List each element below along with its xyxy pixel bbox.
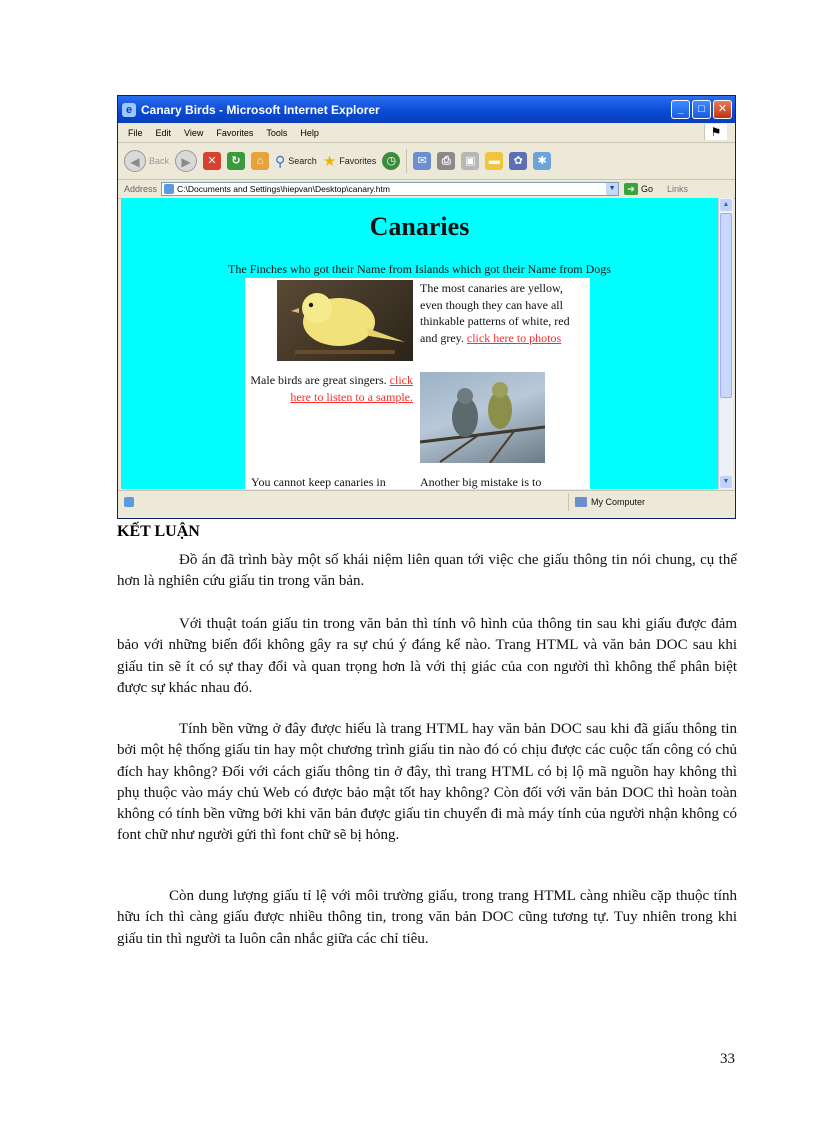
forward-button[interactable]: ▶ (175, 150, 197, 172)
mail-icon[interactable]: ✉ (413, 152, 431, 170)
home-icon[interactable]: ⌂ (251, 152, 269, 170)
menu-view[interactable]: View (184, 127, 204, 138)
computer-icon (575, 497, 587, 507)
vertical-scrollbar[interactable] (718, 198, 733, 489)
block1-text-cell (420, 280, 588, 346)
address-value: C:\Documents and Settings\hiepvan\Desktop\canary.htm (177, 184, 390, 194)
block1-text: The most canaries are yellow, even though they can have all thinkable patterns of white, red and grey. (420, 281, 570, 345)
paragraph-3: Tính bền vững ở đây được hiểu là trang HTML hay văn bản DOC sau khi đã giấu thông tin bởi một hệ thống giấu tin hay một chương trình giấu tin nào đó có chịu được các cuộc tấn công có chủ đích hay không? Đối với cách giấu thông tin ở đây, thì trang HTML có bị lộ mã nguồn hay không thì phụ thuộc vào máy chủ Web có được bảo mật tốt hay không? Còn đối với văn bản DOC thì hoàn toàn không có tính bền vững bởi khi văn bản được giấu tin chuyển đi mà máy tính của người nhận không có font chữ như người gửi thì font chữ sẽ bị hỏng. (117, 721, 737, 844)
back-arrow-icon: ◀ (124, 150, 146, 172)
canary-image-icon (277, 280, 413, 361)
block2-text-cell (249, 372, 413, 405)
page-title: Canaries (369, 212, 470, 241)
links-button[interactable]: Links (667, 184, 689, 194)
address-dropdown-icon[interactable]: ▼ (606, 183, 618, 195)
edit-icon[interactable]: ▣ (461, 152, 479, 170)
window-title: Canary Birds - Microsoft Internet Explorer (141, 102, 380, 117)
canary-pair-photo (420, 372, 545, 463)
history-icon[interactable]: ◷ (382, 152, 400, 170)
address-label: Address (124, 184, 158, 194)
menu-edit[interactable]: Edit (155, 127, 172, 138)
yellow-canary-photo (277, 280, 413, 361)
search-icon: ⚲ (275, 152, 286, 169)
block2-text: Male birds are great singers. (250, 373, 387, 387)
page-subtitle: The Finches who got their Name from Islands which got their Name from Dogs (228, 262, 611, 276)
page-viewport (121, 198, 718, 489)
go-button[interactable]: ➜ Go (624, 183, 653, 195)
content-table (245, 278, 590, 489)
refresh-icon[interactable]: ↻ (227, 152, 245, 170)
window-controls (671, 100, 732, 119)
stop-icon[interactable]: ✕ (203, 152, 221, 170)
section-heading: KẾT LUẬN (117, 523, 200, 540)
address-bar (118, 180, 735, 199)
ie-icon: e (122, 103, 136, 117)
paragraph-4: Còn dung lượng giấu tỉ lệ với môi trường giấu, trong trang HTML càng nhiều cặp thuộc tính hữu ích thì càng giấu được nhiều thông tin, trong văn bản DOC cũng tương tự. Tuy nhiên trong khi giấu tin thì người ta luôn cân nhắc giữa các chỉ tiêu. (117, 888, 737, 947)
menu-file[interactable]: File (128, 127, 143, 138)
listen-sample-link[interactable]: click here to listen to a sample. (290, 373, 413, 404)
research-icon[interactable]: ✱ (533, 152, 551, 170)
folder-icon[interactable]: ▬ (485, 152, 503, 170)
security-zone: My Computer (568, 493, 715, 511)
close-icon[interactable]: ✕ (713, 100, 732, 119)
address-input[interactable] (161, 182, 619, 196)
print-icon[interactable]: ⎙ (437, 152, 455, 170)
block3-left: You cannot keep canaries in (251, 475, 386, 489)
scroll-up-icon[interactable]: ▲ (720, 199, 732, 211)
minimize-icon[interactable]: _ (671, 100, 690, 119)
window-titlebar (118, 96, 735, 123)
toolbar-separator (406, 149, 407, 173)
paragraph-1: Đồ án đã trình bày một số khái niệm liên quan tới việc che giấu thông tin nói chung, cụ thể hơn là nghiên cứu giấu tin trong văn bản. (117, 552, 737, 590)
paragraph-2: Với thuật toán giấu tin trong văn bản thì tính vô hình của thông tin sau khi giấu được đảm bảo với những biến đổi không gây ra sự chú ý đáng kể nào. Trang HTML và văn bản DOC sau khi giấu tin sẽ ít có sự thay đổi và quan trọng hơn là với thị giác của con người thì không thể phân biệt được sự khác nhau đó. (117, 616, 737, 696)
browser-screenshot (117, 95, 736, 519)
menu-tools[interactable]: Tools (266, 127, 288, 138)
star-icon: ★ (322, 153, 337, 170)
menu-help[interactable]: Help (300, 127, 319, 138)
block3-right: Another big mistake is to (420, 475, 542, 489)
page-number: 33 (720, 1051, 735, 1067)
favorites-button[interactable]: ★ Favorites (322, 153, 377, 170)
menu-favorites[interactable]: Favorites (216, 127, 254, 138)
maximize-icon[interactable]: □ (692, 100, 711, 119)
page-icon (164, 184, 174, 194)
toolbar (118, 143, 735, 180)
scroll-thumb[interactable] (720, 213, 732, 398)
canary-pair-image-icon (420, 372, 545, 463)
page-done-icon (124, 497, 134, 507)
back-button[interactable]: ◀ Back (124, 150, 169, 172)
status-bar (118, 490, 735, 513)
menu-bar (118, 123, 735, 143)
messenger-icon[interactable]: ✿ (509, 152, 527, 170)
photos-link[interactable]: click here to photos (466, 330, 562, 345)
scroll-down-icon[interactable]: ▼ (720, 476, 732, 488)
search-button[interactable]: ⚲ Search (275, 152, 317, 169)
windows-logo-icon: ⚑ (704, 124, 727, 140)
go-arrow-icon: ➜ (624, 183, 638, 195)
